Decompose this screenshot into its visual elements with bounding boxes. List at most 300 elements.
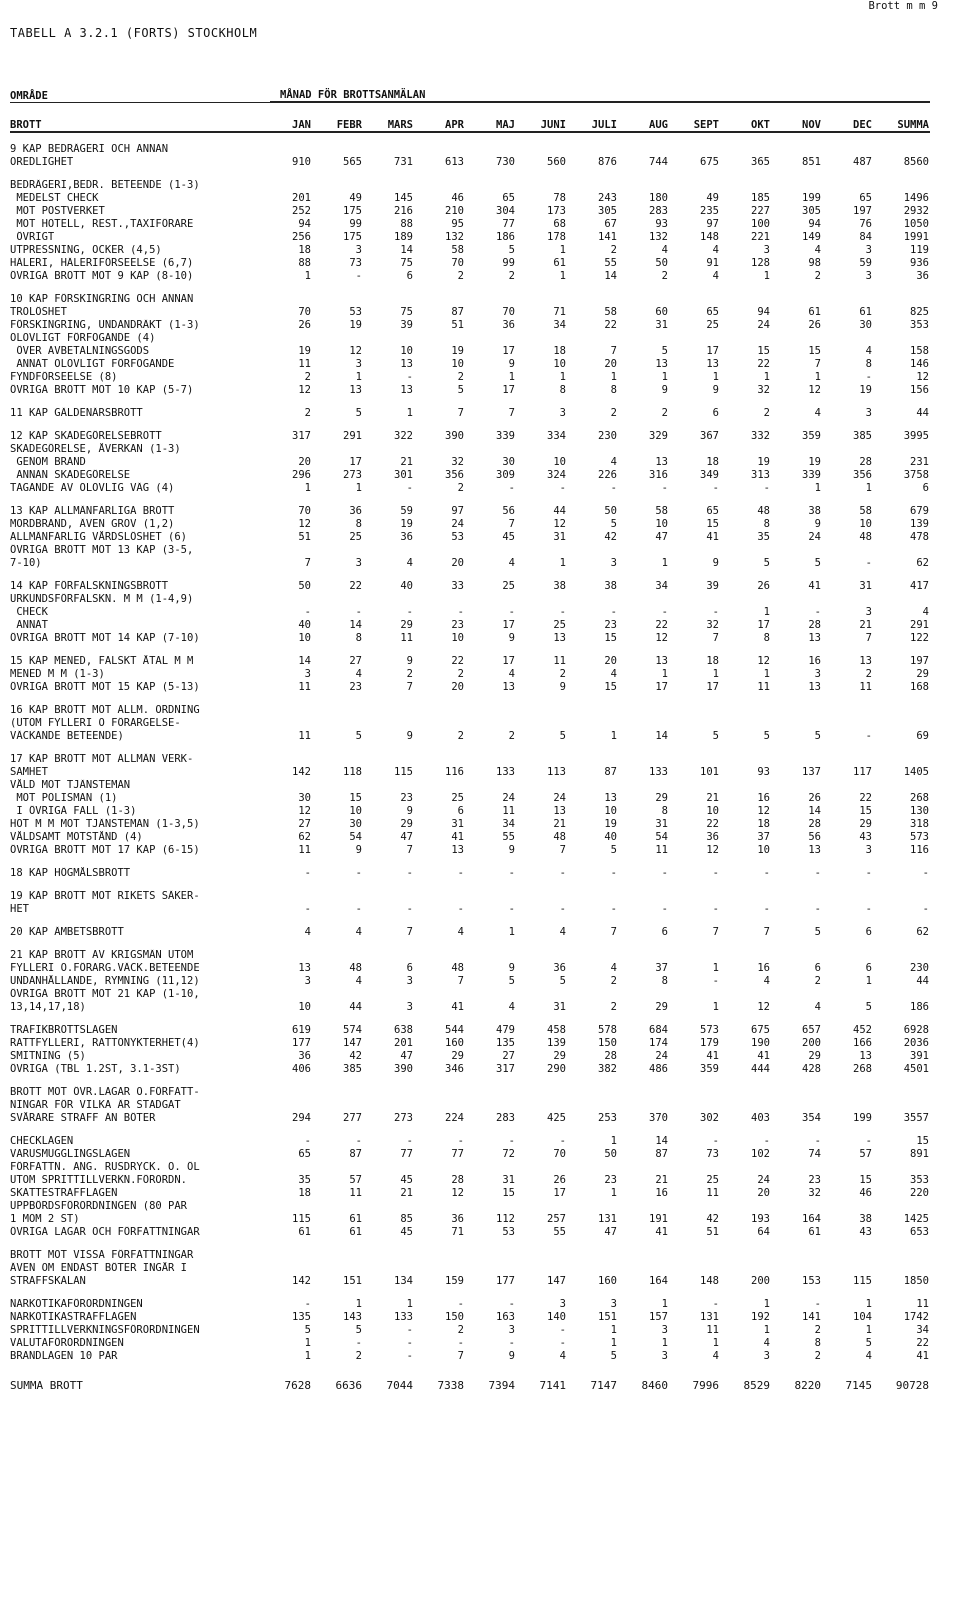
row-value-cell: 48 <box>859 531 872 543</box>
row-value-cell: 291 <box>343 430 362 442</box>
row-value-cell: 4 <box>865 345 872 357</box>
row-value-cell: 390 <box>445 430 464 442</box>
row-value-cell: 22 <box>349 580 362 592</box>
row-value-cell: 4 <box>712 1350 719 1362</box>
row-value-cell: 6928 <box>903 1024 929 1036</box>
row-value-cell: 49 <box>349 192 362 204</box>
row-value-cell: 51 <box>451 319 464 331</box>
row-value-cell: 9 <box>406 730 413 742</box>
row-value-cell: 910 <box>292 156 311 168</box>
row-value-cell: 148 <box>700 1275 719 1287</box>
row-value-cell: 10 <box>706 805 719 817</box>
table-row <box>10 988 930 1001</box>
column-header-juli: JULI <box>591 119 617 131</box>
row-value-cell: 1 <box>559 270 566 282</box>
row-value-cell: 1 <box>406 1298 413 1310</box>
row-value-cell: 75 <box>400 257 413 269</box>
row-value-cell: 27 <box>298 818 311 830</box>
row-value-cell: 59 <box>859 257 872 269</box>
total-value-cell: 7394 <box>488 1379 515 1392</box>
row-value-cell: 14 <box>349 619 362 631</box>
row-label: MEDELST CHECK <box>10 192 99 204</box>
row-value-cell: 24 <box>655 1050 668 1062</box>
row-value-cell: 23 <box>808 1174 821 1186</box>
row-value-cell: 1 <box>763 270 770 282</box>
row-value-cell: 6 <box>406 962 413 974</box>
row-value-cell: - <box>712 903 719 915</box>
row-value-cell: 17 <box>502 619 515 631</box>
row-value-cell: - <box>355 270 362 282</box>
total-value-cell: 7996 <box>692 1379 719 1392</box>
row-value-cell: 13 <box>808 632 821 644</box>
row-value-cell: 72 <box>502 1148 515 1160</box>
row-value-cell: 12 <box>757 805 770 817</box>
row-value-cell: 199 <box>802 192 821 204</box>
row-value-cell: 173 <box>547 205 566 217</box>
table-row <box>10 818 930 831</box>
row-value-cell: - <box>865 1135 872 1147</box>
row-label: 21 KAP BROTT AV KRIGSMÄN UTOM <box>10 949 194 961</box>
row-value-cell: 141 <box>598 231 617 243</box>
row-value-cell: 1 <box>712 962 719 974</box>
row-value-cell: - <box>457 867 464 879</box>
row-value-cell: 36 <box>553 962 566 974</box>
row-value-cell: 21 <box>859 619 872 631</box>
row-value-cell: 62 <box>916 926 929 938</box>
row-value-cell: 1 <box>355 371 362 383</box>
table-row <box>10 1063 930 1076</box>
row-value-cell: 1 <box>814 482 821 494</box>
row-value-cell: 134 <box>394 1275 413 1287</box>
row-value-cell: 163 <box>496 1311 515 1323</box>
row-value-cell: 4 <box>814 1001 821 1013</box>
row-value-cell: 14 <box>655 730 668 742</box>
row-value-cell: 19 <box>604 818 617 830</box>
row-value-cell: 48 <box>451 962 464 974</box>
row-value-cell: - <box>661 867 668 879</box>
row-value-cell: 332 <box>751 430 770 442</box>
row-value-cell: 17 <box>706 681 719 693</box>
table-row <box>10 443 930 456</box>
row-value-cell: 10 <box>553 358 566 370</box>
row-value-cell: 56 <box>502 505 515 517</box>
table-row <box>10 1350 930 1363</box>
row-value-cell: 47 <box>400 831 413 843</box>
table-row <box>10 293 930 306</box>
row-value-cell: 365 <box>751 156 770 168</box>
row-value-cell: 46 <box>451 192 464 204</box>
row-value-cell: - <box>712 1135 719 1147</box>
row-label: TRAFIKBROTTSLAGEN <box>10 1024 118 1036</box>
table-row <box>10 345 930 358</box>
table-row <box>10 332 930 345</box>
row-value-cell: 544 <box>445 1024 464 1036</box>
row-value-cell: 8560 <box>903 156 929 168</box>
row-value-cell: 39 <box>400 319 413 331</box>
row-value-cell: 55 <box>604 257 617 269</box>
table-row <box>10 179 930 192</box>
row-value-cell: 70 <box>451 257 464 269</box>
row-value-cell: 10 <box>298 632 311 644</box>
row-value-cell: 93 <box>757 766 770 778</box>
row-value-cell: 18 <box>757 818 770 830</box>
row-value-cell: - <box>763 482 770 494</box>
row-value-cell: 20 <box>604 655 617 667</box>
row-value-cell: 12 <box>451 1187 464 1199</box>
row-value-cell: - <box>559 606 566 618</box>
row-value-cell: 28 <box>808 619 821 631</box>
row-label: CHECKLAGEN <box>10 1135 74 1147</box>
row-value-cell: 7 <box>712 632 719 644</box>
row-value-cell: 359 <box>700 1063 719 1075</box>
row-value-cell: - <box>559 903 566 915</box>
row-value-cell: 69 <box>916 730 929 742</box>
row-value-cell: 8 <box>865 358 872 370</box>
row-label: VARUSMUGGLINGSLAGEN <box>10 1148 131 1160</box>
row-value-cell: 7 <box>865 632 872 644</box>
row-label: I ÖVRIGA FALL (1-3) <box>10 805 137 817</box>
row-value-cell: 2 <box>610 407 617 419</box>
row-value-cell: - <box>661 903 668 915</box>
row-label: MORDBRAND, ÄVEN GROV (1,2) <box>10 518 175 530</box>
row-value-cell: 675 <box>751 1024 770 1036</box>
column-header-aug: AUG <box>649 119 668 131</box>
row-value-cell: 133 <box>394 1311 413 1323</box>
row-value-cell: - <box>712 975 719 987</box>
row-value-cell: 13 <box>655 358 668 370</box>
row-value-cell: - <box>922 903 929 915</box>
row-value-cell: - <box>304 606 311 618</box>
total-value-cell: 7147 <box>590 1379 617 1392</box>
table-row <box>10 704 930 717</box>
row-value-cell: - <box>865 730 872 742</box>
row-value-cell: 7 <box>712 926 719 938</box>
row-value-cell: 305 <box>802 205 821 217</box>
row-value-cell: 36 <box>349 505 362 517</box>
row-value-cell: 38 <box>859 1213 872 1225</box>
row-value-cell: 61 <box>298 1226 311 1238</box>
row-value-cell: 1 <box>661 1298 668 1310</box>
row-value-cell: 1 <box>610 371 617 383</box>
row-label: 13 KAP ALLMÄNFARLIGA BROTT <box>10 505 175 517</box>
row-value-cell: 119 <box>910 244 929 256</box>
row-value-cell: 12 <box>298 384 311 396</box>
row-value-cell: 230 <box>598 430 617 442</box>
row-value-cell: 51 <box>298 531 311 543</box>
row-value-cell: 131 <box>598 1213 617 1225</box>
row-value-cell: 51 <box>706 1226 719 1238</box>
row-value-cell: 26 <box>298 319 311 331</box>
row-label: ANNAT <box>10 619 48 631</box>
table-row <box>10 531 930 544</box>
row-value-cell: 291 <box>910 619 929 631</box>
row-value-cell: 356 <box>445 469 464 481</box>
row-value-cell: - <box>712 606 719 618</box>
row-label: MOT POLISMAN (1) <box>10 792 118 804</box>
row-value-cell: 24 <box>757 1174 770 1186</box>
row-value-cell: 49 <box>706 192 719 204</box>
row-value-cell: 21 <box>655 1174 668 1186</box>
table-row <box>10 668 930 681</box>
row-value-cell: 85 <box>400 1213 413 1225</box>
table-row <box>10 926 930 939</box>
row-value-cell: 54 <box>655 831 668 843</box>
row-value-cell: 23 <box>451 619 464 631</box>
row-value-cell: 24 <box>553 792 566 804</box>
row-label: ÖVRIGA (TBL 1.2ST, 3.1-3ST) <box>10 1063 181 1075</box>
row-value-cell: 8 <box>814 1337 821 1349</box>
row-value-cell: 31 <box>553 531 566 543</box>
row-value-cell: 6 <box>814 962 821 974</box>
row-value-cell: 7 <box>508 407 515 419</box>
row-value-cell: 305 <box>598 205 617 217</box>
row-value-cell: 29 <box>400 619 413 631</box>
row-value-cell: 7 <box>304 557 311 569</box>
row-value-cell: 3 <box>865 407 872 419</box>
row-value-cell: 6 <box>712 407 719 419</box>
row-value-cell: 31 <box>655 319 668 331</box>
row-value-cell: 47 <box>400 1050 413 1062</box>
row-value-cell: 45 <box>502 531 515 543</box>
row-value-cell: 317 <box>292 430 311 442</box>
table-row <box>10 1112 930 1125</box>
row-value-cell: - <box>406 1350 413 1362</box>
table-row <box>10 1262 930 1275</box>
row-value-cell: 1 <box>610 1324 617 1336</box>
row-value-cell: 31 <box>859 580 872 592</box>
row-value-cell: 309 <box>496 469 515 481</box>
row-value-cell: 230 <box>910 962 929 974</box>
row-value-cell: 5 <box>559 730 566 742</box>
total-value-cell: 8220 <box>794 1379 821 1392</box>
row-value-cell: 7 <box>406 844 413 856</box>
row-value-cell: 75 <box>400 306 413 318</box>
table-row <box>10 805 930 818</box>
row-value-cell: 13 <box>655 655 668 667</box>
row-value-cell: 41 <box>451 831 464 843</box>
row-value-cell: 197 <box>853 205 872 217</box>
row-value-cell: 2 <box>457 270 464 282</box>
row-value-cell: 283 <box>649 205 668 217</box>
row-value-cell: 2 <box>661 270 668 282</box>
table-row <box>10 143 930 156</box>
row-value-cell: 4 <box>610 962 617 974</box>
row-value-cell: 8 <box>763 518 770 530</box>
row-value-cell: 115 <box>394 766 413 778</box>
table-row <box>10 831 930 844</box>
row-value-cell: 44 <box>349 1001 362 1013</box>
table-row <box>10 430 930 443</box>
row-value-cell: - <box>304 867 311 879</box>
row-value-cell: 27 <box>502 1050 515 1062</box>
row-value-cell: 7 <box>610 345 617 357</box>
row-value-cell: 4 <box>922 606 929 618</box>
row-value-cell: 101 <box>700 766 719 778</box>
row-value-cell: 11 <box>298 358 311 370</box>
row-value-cell: 12 <box>655 632 668 644</box>
row-value-cell: 21 <box>553 818 566 830</box>
row-value-cell: 13 <box>451 844 464 856</box>
row-value-cell: - <box>457 903 464 915</box>
row-label: NARKOTIKAFÖRORDNINGEN <box>10 1298 143 1310</box>
row-label: 7-10) <box>10 557 42 569</box>
row-value-cell: 68 <box>553 218 566 230</box>
row-value-cell: 42 <box>706 1213 719 1225</box>
row-value-cell: 1 <box>661 668 668 680</box>
row-value-cell: 224 <box>445 1112 464 1124</box>
table-row <box>10 505 930 518</box>
row-value-cell: 28 <box>859 456 872 468</box>
row-value-cell: - <box>508 606 515 618</box>
row-value-cell: 39 <box>706 580 719 592</box>
row-value-cell: - <box>355 1135 362 1147</box>
row-value-cell: 9 <box>508 844 515 856</box>
row-value-cell: 1 <box>763 668 770 680</box>
table-row <box>10 717 930 730</box>
total-value-cell: 8460 <box>641 1379 668 1392</box>
table-total-row <box>10 1379 930 1392</box>
row-value-cell: 3 <box>355 557 362 569</box>
row-label: HET <box>10 903 29 915</box>
row-value-cell: 5 <box>304 1324 311 1336</box>
row-value-cell: 27 <box>349 655 362 667</box>
row-value-cell: 313 <box>751 469 770 481</box>
row-label: OLOVLIGT FÖRFOGANDE (4) <box>10 332 156 344</box>
row-value-cell: 5 <box>457 384 464 396</box>
row-value-cell: 353 <box>910 319 929 331</box>
row-value-cell: 31 <box>502 1174 515 1186</box>
table-row <box>10 358 930 371</box>
row-value-cell: 478 <box>910 531 929 543</box>
row-label: SPRITTILLVERKNINGSFÖRORDNINGEN <box>10 1324 200 1336</box>
row-value-cell: 73 <box>349 257 362 269</box>
row-value-cell: 122 <box>910 632 929 644</box>
total-value-cell: 7145 <box>845 1379 872 1392</box>
row-value-cell: 1 <box>304 270 311 282</box>
table-row <box>10 1099 930 1112</box>
row-value-cell: 2 <box>508 730 515 742</box>
row-value-cell: 216 <box>394 205 413 217</box>
row-value-cell: 21 <box>706 792 719 804</box>
row-value-cell: 10 <box>553 456 566 468</box>
row-value-cell: 41 <box>757 1050 770 1062</box>
row-value-cell: 10 <box>349 805 362 817</box>
row-value-cell: 13 <box>298 962 311 974</box>
row-value-cell: 11 <box>400 632 413 644</box>
row-value-cell: 166 <box>853 1037 872 1049</box>
row-value-cell: 10 <box>298 1001 311 1013</box>
row-value-cell: 17 <box>502 384 515 396</box>
row-value-cell: 1 <box>559 244 566 256</box>
row-value-cell: 36 <box>502 319 515 331</box>
table-row <box>10 1001 930 1014</box>
row-value-cell: - <box>406 482 413 494</box>
row-value-cell: 10 <box>757 844 770 856</box>
row-value-cell: 17 <box>553 1187 566 1199</box>
row-value-cell: 6 <box>922 482 929 494</box>
row-label: FÖRSKINGRING, UNDANDRÄKT (1-3) <box>10 319 200 331</box>
row-value-cell: 1 <box>763 606 770 618</box>
row-value-cell: 29 <box>916 668 929 680</box>
row-value-cell: 20 <box>757 1187 770 1199</box>
row-label: SKADEGÖRELSE, ÅVERKAN (1-3) <box>10 443 181 455</box>
row-value-cell: 1 <box>304 482 311 494</box>
row-value-cell: 4 <box>355 926 362 938</box>
row-value-cell: 16 <box>757 792 770 804</box>
row-value-cell: 3 <box>865 244 872 256</box>
row-value-cell: 19 <box>859 384 872 396</box>
table-row <box>10 407 930 420</box>
row-value-cell: 157 <box>649 1311 668 1323</box>
row-value-cell: 62 <box>298 831 311 843</box>
row-value-cell: 74 <box>808 1148 821 1160</box>
row-value-cell: - <box>457 1298 464 1310</box>
row-value-cell: 19 <box>808 456 821 468</box>
row-value-cell: 97 <box>706 218 719 230</box>
row-value-cell: 4 <box>508 557 515 569</box>
row-label: ÖVRIGA BROTT MOT 17 KAP (6-15) <box>10 844 200 856</box>
row-value-cell: 10 <box>859 518 872 530</box>
row-value-cell: 1 <box>610 1337 617 1349</box>
row-value-cell: 201 <box>394 1037 413 1049</box>
row-value-cell: 67 <box>604 218 617 230</box>
row-value-cell: 679 <box>910 505 929 517</box>
row-value-cell: 14 <box>808 805 821 817</box>
row-value-cell: 304 <box>496 205 515 217</box>
row-value-cell: 18 <box>706 655 719 667</box>
row-value-cell: 21 <box>400 1187 413 1199</box>
row-value-cell: 62 <box>916 557 929 569</box>
row-value-cell: 12 <box>757 655 770 667</box>
row-label: ÖVRIGA BROTT MOT 10 KAP (5-7) <box>10 384 194 396</box>
row-label: URKUNDSFÖRFALSKN. M M (1-4,9) <box>10 593 194 605</box>
row-value-cell: 17 <box>349 456 362 468</box>
row-value-cell: 9 <box>355 844 362 856</box>
row-value-cell: 50 <box>604 1148 617 1160</box>
row-value-cell: - <box>406 1337 413 1349</box>
row-label: TROLÖSHET <box>10 306 67 318</box>
row-value-cell: 11 <box>349 1187 362 1199</box>
row-value-cell: 34 <box>916 1324 929 1336</box>
row-value-cell: 12 <box>298 518 311 530</box>
row-value-cell: - <box>712 1298 719 1310</box>
row-value-cell: 30 <box>349 818 362 830</box>
row-value-cell: 12 <box>349 345 362 357</box>
row-value-cell: 15 <box>808 345 821 357</box>
row-value-cell: - <box>865 557 872 569</box>
row-value-cell: 168 <box>910 681 929 693</box>
row-value-cell: 11 <box>859 681 872 693</box>
row-value-cell: 613 <box>445 156 464 168</box>
row-value-cell: 4 <box>457 926 464 938</box>
table-row <box>10 1161 930 1174</box>
row-value-cell: 180 <box>649 192 668 204</box>
row-value-cell: 5 <box>763 557 770 569</box>
row-value-cell: 9 <box>406 655 413 667</box>
row-value-cell: 25 <box>706 1174 719 1186</box>
table-row <box>10 779 930 792</box>
row-value-cell: - <box>865 867 872 879</box>
row-value-cell: 35 <box>757 531 770 543</box>
table-row <box>10 867 930 880</box>
row-value-cell: - <box>661 482 668 494</box>
row-value-cell: 13 <box>808 844 821 856</box>
page-header: Brott m m 9 <box>868 0 938 12</box>
row-value-cell: 11 <box>706 1187 719 1199</box>
row-value-cell: 61 <box>808 306 821 318</box>
row-label: RATTFYLLERI, RATTONYKTERHET(4) <box>10 1037 200 1049</box>
column-header-apr: APR <box>445 119 464 131</box>
